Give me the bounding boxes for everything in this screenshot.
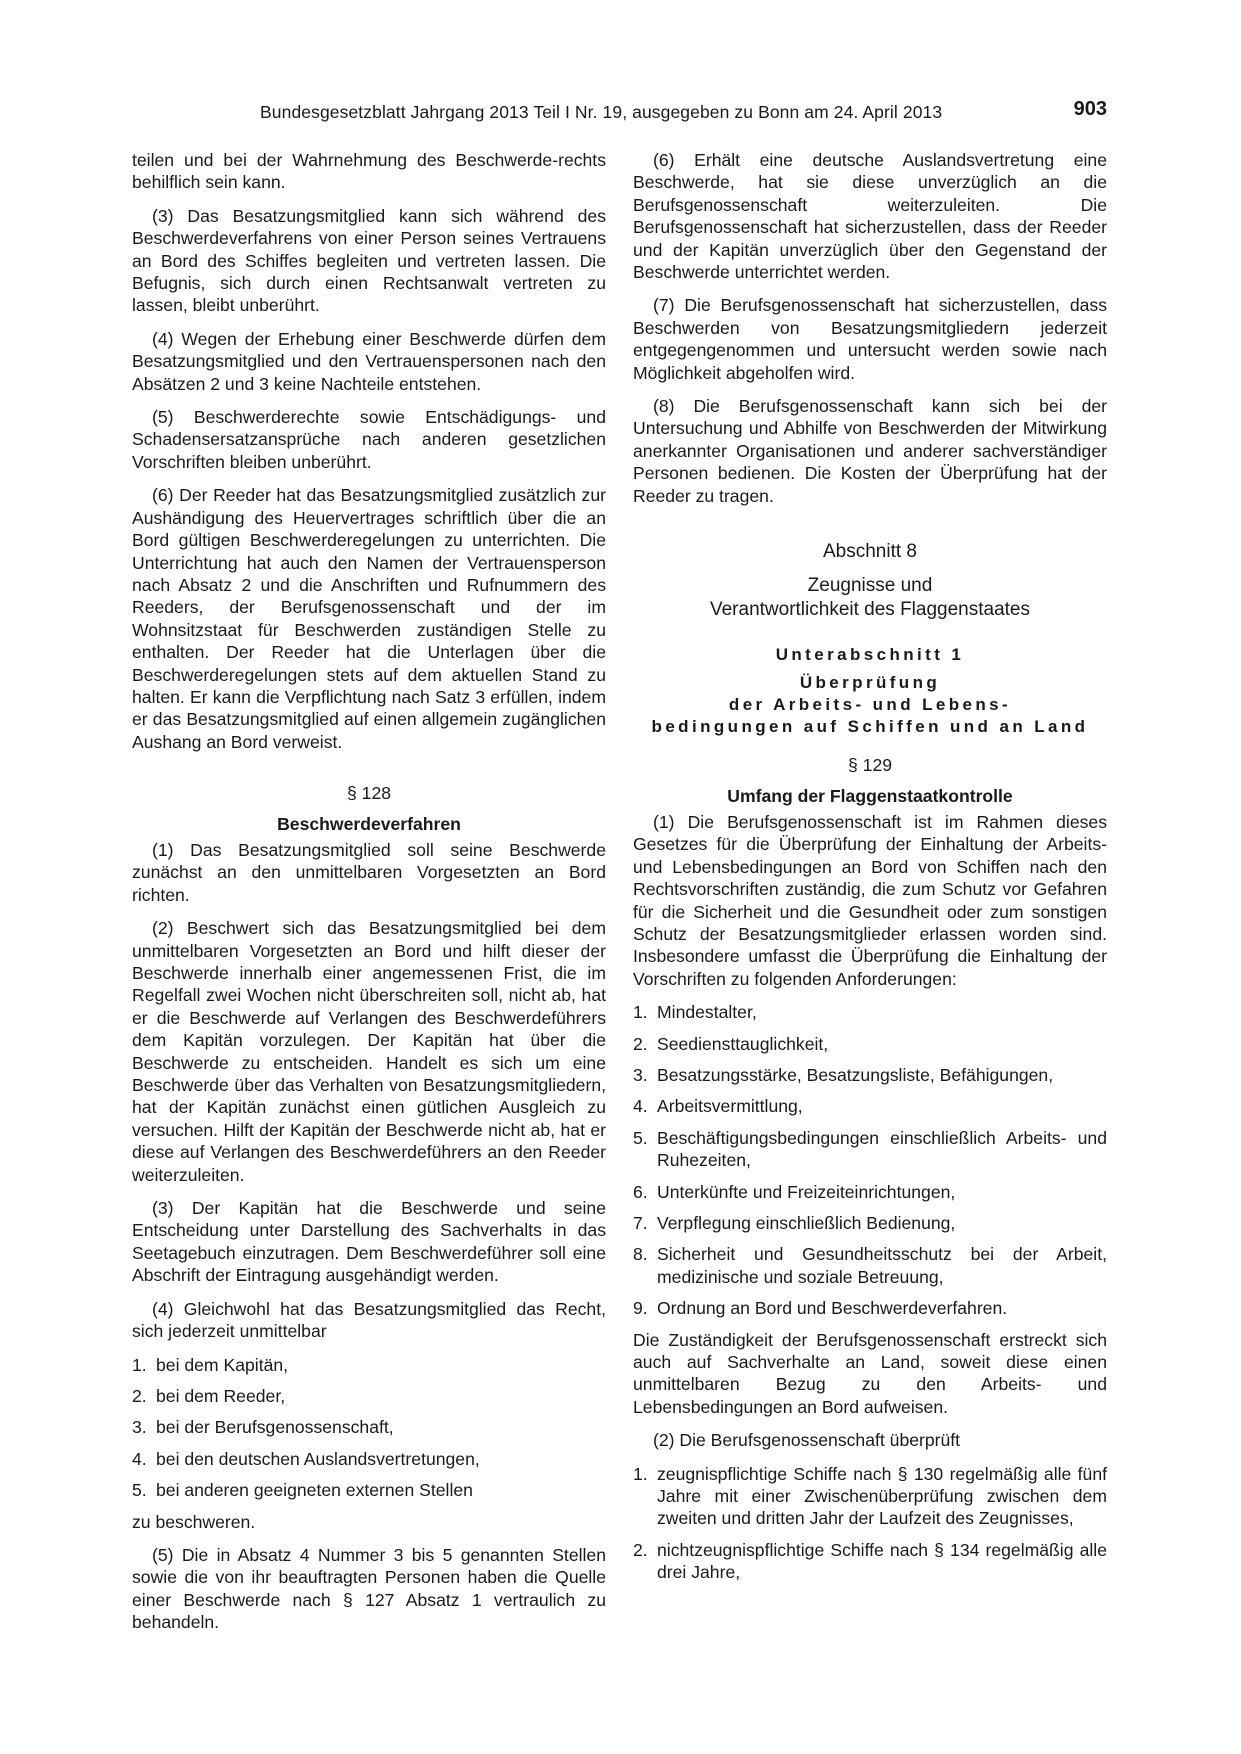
section-sign-128: § 128 (346, 783, 392, 804)
s129-list-2 (633, 1463, 1107, 1584)
unterabschnitt-title-line-1: Überprüfung (799, 673, 941, 693)
list-item: 2. Seediensttauglichkeit, (633, 1033, 829, 1054)
list-item: 8. Sicherheit und Gesundheitsschutz bei der Arbeit, medizinische und soziale Betreuung, (633, 1244, 1107, 1287)
section-title-129: Umfang der Flaggenstaatkontrolle (727, 785, 1013, 806)
abschnitt-heading: Abschnitt 8 (823, 541, 917, 563)
s129-paragraph-1: (1) Die Berufsgenossenschaft ist im Rahmen dieses Gesetzes für die Überprüfung der Einhaltung der Arbeits- und Lebensbedingungen an Bord von Schiffen nach den Rechtsvorschriften zuständig, die zum Schutz vor Gefahren für die Sicherheit und die Gesundheit oder zum sonstigen Schutz der Besatzungsmitglieder erlassen worden sind. Insbesondere umfasst die Überprüfung die Einhaltung der Vorschriften zu folgenden Anforderungen: (633, 811, 1107, 989)
s128-paragraph-5: (5) Die in Absatz 4 Nummer 3 bis 5 genannten Stellen sowie die von ihr beauftragten Personen haben die Quelle einer Beschwerde nach § 127 Absatz 1 vertraulich zu behandeln. (132, 1544, 606, 1633)
s129-list (633, 1001, 1107, 1319)
unterabschnitt-heading: Unterabschnitt 1 (775, 645, 965, 665)
paragraph-6: (6) Der Reeder hat das Besatzungsmitglied zusätzlich zur Aushändigung des Heuervertrages schriftlich über die an Bord gültigen Beschwerderegelungen zu unterrichten. Die Unterrichtung hat auch den Namen der Vertrauensperson nach Absatz 2 und die Anschriften und Rufnummern des Reeders, der Berufsgenossenschaft und der im Wohnsitzstaat für Beschwerden zuständigen Stelle zu enthalten. Der Reeder hat die Unterlagen über die Beschwerderegelungen stets auf dem aktuellen Stand zu halten. Er kann die Verpflichtung nach Satz 3 erfüllen, indem er das Besatzungsmitglied auf einen allgemein zugänglichen Aushang an Bord verweist. (132, 485, 606, 752)
section-sign-129: § 129 (847, 755, 893, 776)
left-column (132, 149, 606, 1645)
s128-list (132, 1354, 606, 1502)
list-item: 9. Ordnung an Bord und Beschwerdeverfahren. (633, 1298, 1008, 1319)
list-item: 3. bei der Berufsgenossenschaft, (132, 1417, 394, 1438)
running-header (132, 98, 1107, 128)
header-title: Bundesgesetzblatt Jahrgang 2013 Teil I Nr. 19, ausgegeben zu Bonn am 24. April 2013 (260, 102, 943, 122)
s128-paragraph-4: (4) Gleichwohl hat das Besatzungsmitglied das Recht, sich jederzeit unmittelbar (132, 1298, 606, 1342)
paragraph-5: (5) Beschwerderechte sowie Entschädigungs- und Schadensersatzansprüche nach anderen gesetzlichen Vorschriften bleiben unberührt. (132, 407, 606, 472)
s128-paragraph-3: (3) Der Kapitän hat die Beschwerde und seine Entscheidung unter Darstellung des Sachverhalts in das Seetagebuch einzutragen. Dem Beschwerdeführer soll eine Abschrift der Eintragung ausgehändigt werden. (132, 1198, 606, 1286)
abschnitt-title-line-1: Zeugnisse und (807, 575, 933, 597)
paragraph-continuation: teilen und bei der Wahrnehmung des Beschwerde-rechts behilflich sein kann. (132, 150, 606, 193)
list-item: 4. Arbeitsvermittlung, (633, 1096, 803, 1117)
s129-paragraph-2: (2) Die Berufsgenossenschaft überprüft (653, 1430, 961, 1451)
list-item: 5. Beschäftigungsbedingungen einschließlich Arbeits- und Ruhezeiten, (633, 1127, 1107, 1171)
section-title-128: Beschwerdeverfahren (277, 813, 461, 834)
unterabschnitt-title-line-3: bedingungen auf Schiffen und an Land (651, 717, 1089, 737)
s128-paragraph-2: (2) Beschwert sich das Besatzungsmitglied bei dem unmittelbaren Vorgesetzten an Bord und hilft dieser der Beschwerde innerhalb einer angemessenen Frist, die im Regelfall zwei Wochen nicht überschreiten soll, nicht ab, hat er die Beschwerde auf Verlangen des Beschwerdeführers dem Kapitän vorzulegen. Der Kapitän hat über die Beschwerde zu entscheiden. Handelt es sich um eine Beschwerde über das Verhalten von Besatzungsmitgliedern, hat der Kapitän zunächst einen gütlichen Ausgleich zu versuchen. Hilft der Kapitän der Beschwerde nicht ab, hat er diese auf Verlangen des Beschwerdeführers an den Reeder weiterzuleiten. (132, 918, 606, 1185)
unterabschnitt-title-line-2: der Arbeits- und Lebens- (728, 695, 1012, 715)
list-item: 5. bei anderen geeigneten externen Stellen (132, 1480, 473, 1501)
abschnitt-title-line-2: Verantwortlichkeit des Flaggenstaates (709, 599, 1030, 621)
right-column (633, 149, 1107, 1593)
page-number: 903 (1073, 98, 1107, 120)
s129-paragraph-1-end: Die Zuständigkeit der Berufsgenossenschaft erstreckt sich auch auf Sachverhalte an Land, soweit diese einen unmittelbaren Bezug zu den Arbeits- und Lebensbedingungen an Bord aufweisen. (633, 1329, 1107, 1417)
s128-paragraph-4-end: zu beschweren. (132, 1511, 256, 1532)
list-item: 7. Verpflegung einschließlich Bedienung, (633, 1213, 956, 1233)
list-item: 2. bei dem Reeder, (132, 1385, 286, 1406)
list-item: 3. Besatzungsstärke, Besatzungsliste, Befähigungen, (633, 1064, 1054, 1085)
list-item: 4. bei den deutschen Auslandsvertretungen, (132, 1448, 480, 1469)
paragraph-3: (3) Das Besatzungsmitglied kann sich während des Beschwerdeverfahrens von einer Person seines Vertrauens an Bord des Schiffes begleiten und vertreten lassen. Die Befugnis, sich durch einen Rechtsanwalt vertreten zu lassen, bleibt unberührt. (132, 205, 606, 316)
paragraph-7: (7) Die Berufsgenossenschaft hat sicherzustellen, dass Beschwerden von Besatzungsmitgliedern jederzeit entgegengenommen und untersucht werden sowie nach Möglichkeit abgeholfen wird. (633, 295, 1107, 383)
paragraph-6-right: (6) Erhält eine deutsche Auslandsvertretung eine Beschwerde, hat sie diese unverzüglich an die Berufsgenossenschaft weiterzuleiten. Die Berufsgenossenschaft hat sicherzustellen, dass der Reeder und der Kapitän unverzüglich über den Gegenstand der Beschwerde unterrichtet werden. (633, 150, 1107, 283)
s128-paragraph-1: (1) Das Besatzungsmitglied soll seine Beschwerde zunächst an den unmittelbaren Vorgesetzten an Bord richten. (132, 839, 606, 905)
paragraph-8: (8) Die Berufsgenossenschaft kann sich bei der Untersuchung und Abhilfe von Beschwerden der Mitwirkung anerkannter Organisationen und anderer sachverständiger Personen bedienen. Die Kosten der Überprüfung hat der Reeder zu tragen. (633, 396, 1107, 506)
list-item: 1. bei dem Kapitän, (132, 1354, 289, 1375)
list-item: 6. Unterkünfte und Freizeiteinrichtungen, (633, 1181, 956, 1202)
list-item: 2. nichtzeugnispflichtige Schiffe nach § 134 regelmäßig alle drei Jahre, (633, 1539, 1107, 1583)
paragraph-4: (4) Wegen der Erhebung einer Beschwerde dürfen dem Besatzungsmitglied und den Vertrauenspersonen nach den Absätzen 2 und 3 keine Nachteile entstehen. (132, 328, 606, 394)
list-item: 1. zeugnispflichtige Schiffe nach § 130 regelmäßig alle fünf Jahre mit einer Zwischenüberprüfung zwischen dem zweiten und dritten Jahr der Laufzeit des Zeugnisses, (633, 1463, 1107, 1529)
list-item: 1. Mindestalter, (633, 1002, 757, 1023)
